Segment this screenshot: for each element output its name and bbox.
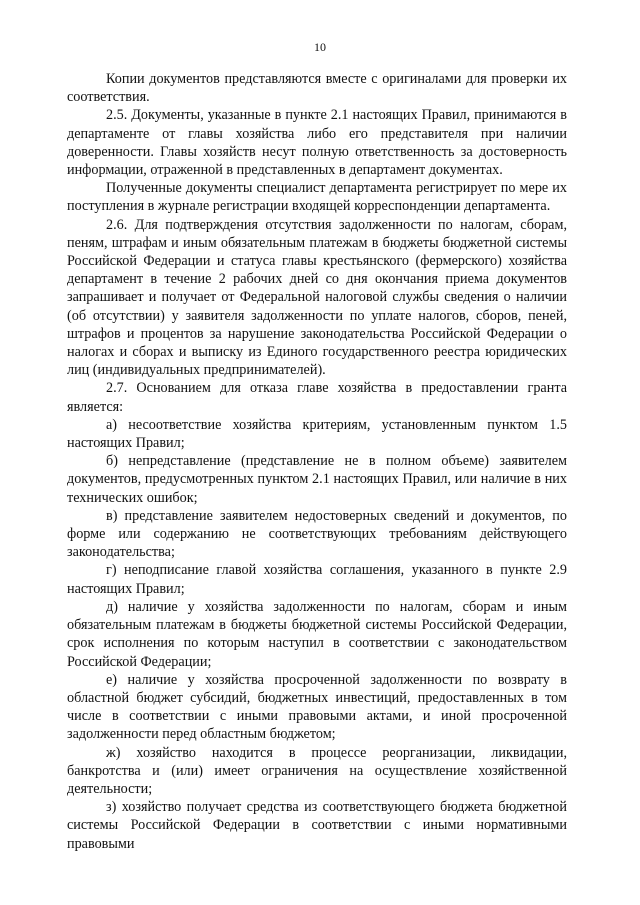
paragraph-2-6: 2.6. Для подтверждения отсутствия задолженности по налогам, сборам, пеням, штрафам и иным обязательным платежам в бюджеты бюджетной системы Российской Федерации и статуса главы крестьянского (фермерского) хозяйства департамент в течение 2 рабочих дней со дня окончания приема документов запрашивает и получает от Федеральной налоговой службы сведения о наличии (об отсутствии) у заявителя задолженности по уплате налогов, сборов, пеней, штрафов и процентов за нарушение законодательства Российской Федерации о налогах и сборах и выписку из Единого государственного реестра юридических лиц (индивидуальных предпринимателей).	[67, 216, 567, 379]
list-item-z: з) хозяйство получает средства из соответствующего бюджета бюджетной системы Российской Федерации в соответствии с иными нормативными правовыми	[67, 799, 567, 852]
list-item-d: д) наличие у хозяйства задолженности по налогам, сборам и иным обязательным платежам в бюджеты бюджетной системы Российской Федерации, срок исполнения по которым наступил в соответствии с законодательством Российской Федерации;	[67, 598, 567, 670]
list-item-g: г) неподписание главой хозяйства соглашения, указанного в пункте 2.9 настоящих Правил;	[67, 562, 567, 597]
list-item-b: б) непредставление (представление не в полном объеме) заявителем документов, предусмотренных пунктом 2.1 настоящих Правил, или наличие в них технических ошибок;	[67, 453, 567, 506]
list-item-v: в) представление заявителем недостоверных сведений и документов, по форме или содержанию не соответствующих требованиям действующего законодательства;	[67, 507, 567, 561]
document-body	[67, 70, 567, 853]
paragraph-2-5: 2.5. Документы, указанные в пункте 2.1 настоящих Правил, принимаются в департаменте от главы хозяйства либо его представителя при наличии доверенности. Главы хозяйств несут полную ответственность за достоверность информации, отраженной в представленных в департамент документах.	[67, 107, 567, 179]
page-number: 10	[314, 40, 326, 54]
paragraph-2-7: 2.7. Основанием для отказа главе хозяйства в предоставлении гранта является:	[67, 380, 567, 415]
list-item-e: е) наличие у хозяйства просроченной задолженности по возврату в областной бюджет субсидий, бюджетных инвестиций, предоставленных в том числе в соответствии с иными правовыми актами, и иной просроченной задолженности перед областным бюджетом;	[67, 671, 567, 743]
paragraph-registration: Полученные документы специалист департамента регистрирует по мере их поступления в журнале регистрации входящей корреспонденции департамента.	[67, 180, 567, 215]
list-item-a: а) несоответствие хозяйства критериям, установленным пунктом 1.5 настоящих Правил;	[67, 416, 567, 452]
paragraph-copies: Копии документов представляются вместе с оригиналами для проверки их соответствия.	[67, 71, 567, 106]
list-item-zh: ж) хозяйство находится в процессе реорганизации, ликвидации, банкротства и (или) имеет ограничения на осуществление хозяйственной деятельности;	[67, 744, 567, 797]
